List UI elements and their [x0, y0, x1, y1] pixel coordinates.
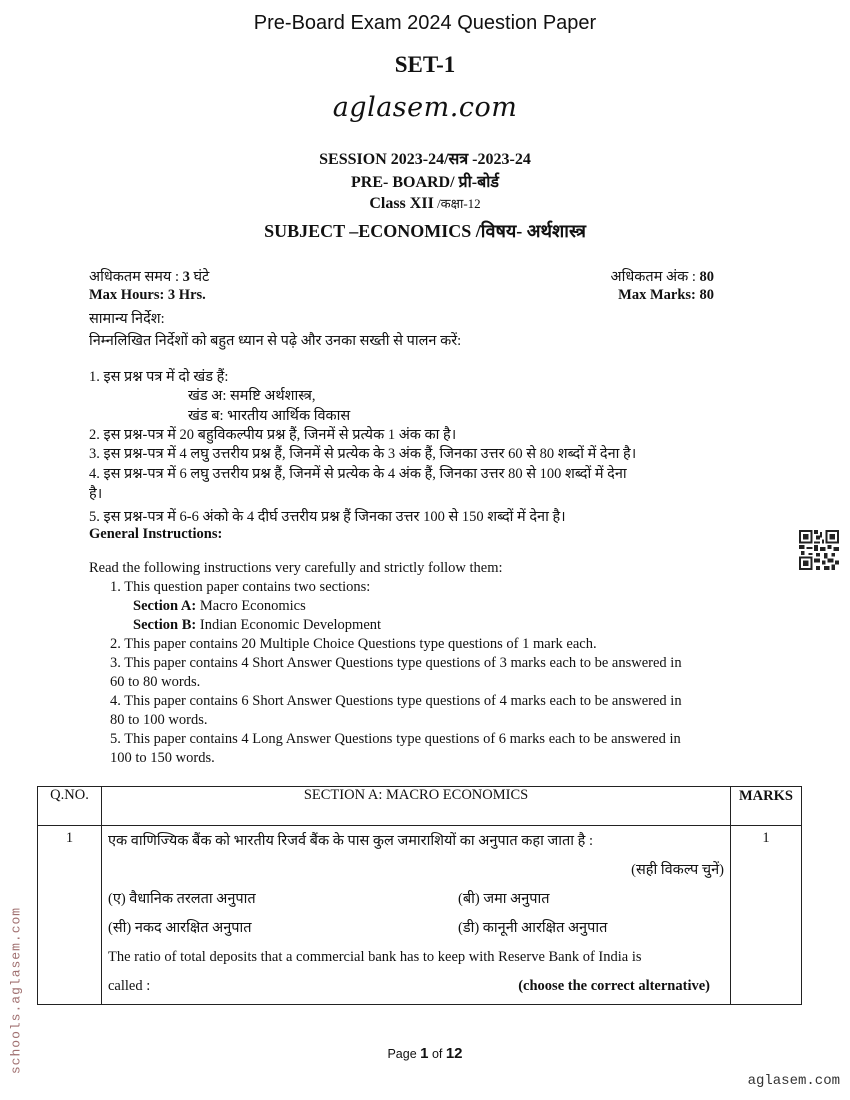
hindi-instructions-title: सामान्य निर्देश:	[89, 311, 165, 327]
instruction-4: 4. This paper contains 6 Short Answer Questions type questions of 4 marks each to be answered in	[110, 693, 682, 709]
page-number	[0, 1045, 850, 1062]
time-value: 3	[182, 269, 190, 285]
page-prefix: Page	[387, 1047, 421, 1061]
hindi-instruction-2: 2. इस प्रश्न-पत्र में 20 बहुविकल्पीय प्रश्न हैं, जिनमें से प्रत्येक 1 अंक का है।	[89, 427, 457, 443]
section-a-text: Macro Economics	[196, 598, 306, 614]
section-b-label: Section B:	[133, 617, 197, 633]
page-current: 1	[420, 1045, 429, 1062]
qno-header: Q.NO.	[38, 787, 102, 826]
max-time-hindi	[89, 266, 209, 286]
session-line: SESSION 2023-24/सत्र -2023-24	[319, 151, 531, 168]
max-marks: Max Marks: 80	[618, 287, 714, 303]
instruction-5-cont: 100 to 150 words.	[110, 750, 215, 766]
question-instruction-hindi: (सही विकल्प चुनें)	[631, 862, 724, 878]
question-english-tail: called :	[108, 978, 151, 994]
option-b: (बी) जमा अनुपात	[458, 891, 550, 907]
side-watermark: schools.aglasem.com	[8, 906, 24, 1075]
instruction-section-b	[133, 617, 381, 634]
hindi-instruction-1a: खंड अ: समष्टि अर्थशास्त्र,	[188, 388, 316, 404]
marks-label: अधिकतम अंक :	[610, 269, 700, 285]
instruction-4-cont: 80 to 100 words.	[110, 712, 208, 728]
instruction-section-a	[133, 598, 306, 615]
hindi-instructions-intro: निम्नलिखित निर्देशों को बहुत ध्यान से पढ़े और उनका सख्ती से पालन करें:	[89, 333, 462, 349]
questions-table	[37, 786, 802, 1005]
hindi-instruction-4: 4. इस प्रश्न-पत्र में 6 लघु उत्तरीय प्रश्न हैं, जिनमें से प्रत्येक के 4 अंक हैं, जिनका उत्तर 80 से 100 शब्दों में देना	[89, 466, 627, 482]
section-a-label: Section A:	[133, 598, 197, 614]
hindi-instruction-4-cont: है।	[89, 486, 103, 502]
class-line	[0, 194, 850, 213]
hindi-instruction-3: 3. इस प्रश्न-पत्र में 4 लघु उत्तरीय प्रश्न हैं, जिनमें से प्रत्येक के 3 अंक हैं, जिनका उत्तर 60 से 80 शब्दों में देना है।	[89, 446, 637, 462]
general-instructions-intro: Read the following instructions very carefully and strictly follow them:	[89, 560, 503, 576]
max-hours: Max Hours: 3 Hrs.	[89, 287, 206, 303]
marks-value: 80	[699, 269, 714, 285]
hindi-instruction-1: 1. इस प्रश्न पत्र में दो खंड हैं:	[89, 369, 229, 385]
question-cell	[102, 826, 731, 1005]
footer-brand: aglasem.com	[747, 1073, 840, 1089]
instruction-2: 2. This paper contains 20 Multiple Choice Questions type questions of 1 mark each.	[110, 636, 597, 652]
time-label: अधिकतम समय :	[89, 269, 183, 285]
question-hindi: एक वाणिज्यिक बैंक को भारतीय रिजर्व बैंक के पास कुल जमाराशियों का अनुपात कहा जाता है :	[108, 833, 594, 849]
section-header: SECTION A: MACRO ECONOMICS	[102, 787, 731, 826]
hindi-instruction-1b: खंड ब: भारतीय आर्थिक विकास	[188, 408, 351, 424]
time-unit: घंटे	[189, 269, 210, 285]
marks-header-label: MARKS	[739, 788, 793, 804]
question-number: 1	[38, 826, 102, 1005]
page-total: 12	[445, 1045, 463, 1062]
marks-header	[731, 787, 802, 826]
aglasem-logo: aglasem.com	[332, 92, 518, 123]
options-row-1	[108, 888, 724, 917]
page-of: of	[428, 1047, 446, 1061]
qr-code-icon[interactable]	[799, 530, 839, 570]
option-c: (सी) नकद आरक्षित अनुपात	[108, 920, 252, 936]
instruction-5: 5. This paper contains 4 Long Answer Questions type questions of 6 marks each to be answered in	[110, 731, 681, 747]
question-english-cont	[108, 975, 724, 1004]
class-en: Class XII	[369, 195, 434, 212]
question-marks: 1	[731, 826, 802, 1005]
set-label: SET-1	[394, 52, 456, 77]
section-b-text: Indian Economic Development	[196, 617, 382, 633]
instruction-3-cont: 60 to 80 words.	[110, 674, 201, 690]
question-english: The ratio of total deposits that a commercial bank has to keep with Reserve Bank of India is	[108, 949, 642, 965]
instruction-1: 1. This question paper contains two sections:	[110, 579, 371, 595]
question-instruction-english: (choose the correct alternative)	[518, 978, 710, 994]
document-title: Pre-Board Exam 2024 Question Paper	[253, 12, 597, 34]
option-a: (ए) वैधानिक तरलता अनुपात	[108, 891, 256, 907]
table-header-row	[38, 787, 802, 826]
preboard-line: PRE- BOARD/ प्री-बोर्ड	[351, 174, 499, 191]
table-row	[38, 826, 802, 1005]
general-instructions-title: General Instructions:	[89, 526, 223, 542]
options-row-2	[108, 917, 724, 946]
class-hi: /कक्षा-12	[433, 196, 481, 211]
instruction-3: 3. This paper contains 4 Short Answer Questions type questions of 3 marks each to be answered in	[110, 655, 682, 671]
hindi-instruction-5: 5. इस प्रश्न-पत्र में 6-6 अंको के 4 दीर्घ उत्तरीय प्रश्न हैं जिनका उत्तर 100 से 150 शब्दों में देना है।	[89, 509, 566, 525]
subject-line: SUBJECT –ECONOMICS /विषय- अर्थशास्त्र	[264, 221, 586, 241]
option-d: (डी) कानूनी आरक्षित अनुपात	[458, 920, 608, 936]
max-marks-hindi	[611, 266, 714, 286]
